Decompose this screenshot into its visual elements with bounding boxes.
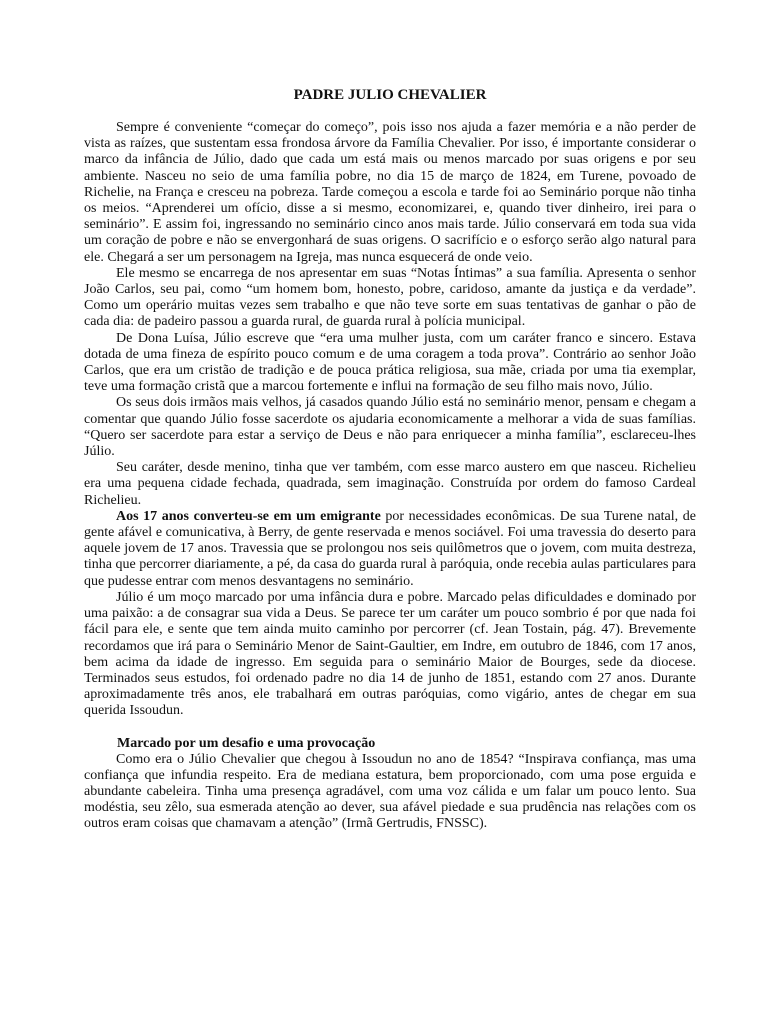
paragraph-brothers: Os seus dois irmãos mais velhos, já casados quando Júlio está no seminário menor, pensam e chegam a comentar que quando Júlio fosse sacerdote os ajudaria economicamente a melhorar a vida de suas famílias. “Quero ser sacerdote para estar a serviço de Deus e não para enriquecer a minha família”, esclareceu-lhes Júlio. — [84, 395, 696, 460]
paragraph-issoudun: Como era o Júlio Chevalier que chegou à Issoudun no ano de 1854? “Inspirava confiança, mas uma confiança que infundia respeito. Era de mediana estatura, bem proporcionado, com uma pose erguida e abundante cabeleira. Tinha uma presença agradável, com uma voz cálida e um falar um pouco lento. Sua modéstia, seu zêlo, sua esmerada atenção ao dever, sua afável piedade e sua prudência nas relações com os outros eram coisas que chamavam a atenção” (Irmã Gertrudis, FNSSC). — [84, 751, 696, 832]
paragraph-emigrant-rest: por necessidades econômicas. De sua Turene natal, de gente afável e comunicativa, à Berry, de gente reservada e menos sociável. Foi uma travessia do deserto para aquele jovem de 17 anos. Travessia que se prolongou nos seis quilômetros que o jovem, com muita destreza, tinha que percorrer diariamente, a pé, da casa do guarda rural à paróquia, onde recebia aulas particulares para que pudesse entrar com menos desvantagens no seminário. — [84, 508, 696, 589]
section-heading: Marcado por um desafio e uma provocação — [117, 735, 376, 751]
paragraph-seminary: Júlio é um moço marcado por uma infância dura e pobre. Marcado pelas dificuldades e dominado por uma paixão: a de consagrar sua vida a Deus. Se parece ter um caráter um pouco sombrio é por que nada foi fácil para ele, e sente que tem ainda muito caminho por percorrer (cf. Jean Tostain, pág. 47). Brevemente recordamos que irá para o Seminário Menor de Saint-Gaultier, em Indre, em outubro de 1846, com 17 anos, bem acima da idade de ingresso. Em seguida para o seminário Maior de Bourges, sede da diocese. Terminados seus estudos, foi ordenado padre no dia 14 de junho de 1851, estando com 27 anos. Durante aproximadamente três anos, ele trabalhará em outras paróquias, como vigário, antes de chegar em sua querida Issoudun. — [84, 589, 696, 719]
paragraph-family: Ele mesmo se encarrega de nos apresentar em suas “Notas Íntimas” a sua família. Apresenta o senhor João Carlos, seu pai, como “um homem bom, honesto, pobre, caridoso, amante da justiça e da verdade”. Como um operário muitas vezes sem trabalho e que não teve sorte em suas tentativas de ganhar o pão de cada dia: de padeiro passou a guarda rural, de guarda rural à polícia municipal. — [84, 265, 696, 330]
paragraph-origins: Sempre é conveniente “começar do começo”, pois isso nos ajuda a fazer memória e a não perder de vista as raízes, que sustentam essa frondosa árvore da Família Chevalier. Por isso, é importante considerar o marco da infância de Júlio, dado que cada um está mais ou menos marcado por suas origens e por seu ambiente. Nasceu no seio de uma família pobre, no dia 15 de março de 1824, em Turene, povoado de Richelie, na França e cresceu na pobreza. Tarde começou a escola e tarde foi ao Seminário porque não tinha os meios. “Aprenderei um ofício, disse a si mesmo, economizarei, e, quando tiver dinheiro, irei para o seminário”. E assim foi, ingressando no seminário cinco anos mais tarde. Júlio conservará em toda sua vida um coração de pobre e não se envergonhará de suas origens. O sacrifício e o esforço serão algo natural para ele. Chegará a ser um personagem na Igreja, mas nunca esquecerá de onde veio. — [84, 120, 696, 265]
paragraph-mother: De Dona Luísa, Júlio escreve que “era uma mulher justa, com um caráter franco e sincero. Estava dotada de uma fineza de espírito pouco comum e de uma coragem a toda prova”. Contrário ao senhor João Carlos, que era um cristão de tradição e de pouca prática religiosa, sua mãe, criada por uma tia exemplar, teve uma formação cristã que a marcou fortemente e influi na formação de seu filho mais novo, Júlio. — [84, 330, 696, 395]
document-title: PADRE JULIO CHEVALIER — [293, 87, 487, 103]
paragraph-character: Seu caráter, desde menino, tinha que ver também, com esse marco austero em que nasceu. Richelieu era uma pequena cidade fechada, quadrada, sem imaginação. Construída por ordem do famoso Cardeal Richelieu. — [84, 460, 696, 508]
paragraph-emigrant — [84, 509, 696, 590]
paragraph-emigrant-lead: Aos 17 anos converteu-se em um emigrante — [116, 508, 381, 524]
